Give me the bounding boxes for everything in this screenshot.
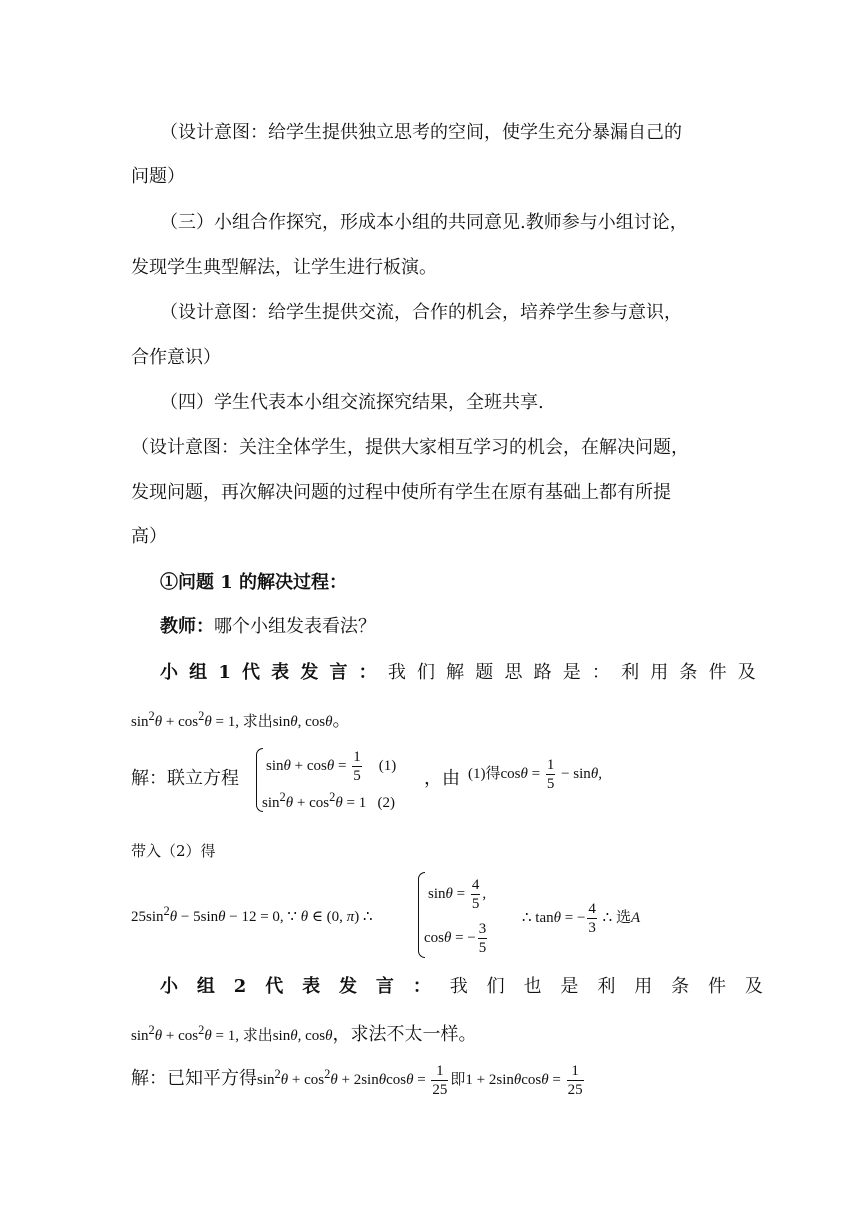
equation-quadratic: $25\sin^2\theta - 5\sin\theta - 12 = 0$, ∵ θ ∈ (0, π) ∴ [131, 904, 373, 925]
substitute-text: 带入（2）得 [131, 842, 216, 860]
teacher-line [160, 612, 376, 638]
paragraph-design-intent-1a: （设计意图：给学生提供独立思考的空间，使学生充分暴漏自己的 [160, 122, 682, 143]
equation-cos-value: cosθ = − $\frac{3}{5}$ [424, 921, 487, 956]
heading-problem-1: ①问题 1 的解决过程： [160, 572, 348, 593]
teacher-label: 教师： [160, 616, 214, 637]
group1-formula-tail: 。 [332, 710, 351, 731]
solution2-line [131, 1062, 586, 1099]
paragraph-design-intent-3c: 高） [131, 526, 167, 547]
paragraph-step-four: （四）学生代表本小组交流探究结果，全班共享. [160, 392, 544, 413]
group2-label: 小组2代表发言： [160, 976, 450, 997]
group2-formula: $\sin^2\theta + \cos^2\theta = 1$, 求出sinθ, cosθ [131, 1023, 333, 1044]
group1-line [160, 658, 767, 684]
equation-tan-result: ∴ tanθ = − $\frac{4}{3}$ ∴ 选A [522, 901, 641, 936]
group1-text: 我们解题思路是：利用条件及 [387, 662, 767, 683]
equation-cos-from-1: (1)得cosθ = $\frac{1}{5}$ − sinθ, [468, 757, 602, 792]
solution1-label: 解：联立方程 [131, 768, 239, 789]
equation-squared: $\sin^2\theta + \cos^2\theta + 2\sin\theta\cos\theta$ = $\frac{1}{25}$ 即1 + 2sinθcosθ = $\frac{1}{25}$ [257, 1063, 583, 1098]
paragraph-design-intent-2a: （设计意图：给学生提供交流，合作的机会，培养学生参与意识， [160, 302, 682, 323]
group2-text: 我们也是利用条件及 [449, 976, 782, 997]
solution2-label: 解：已知平方得 [131, 1067, 257, 1089]
solution1-from-text: ，由 [424, 768, 460, 789]
group1-formula: $\sin^2\theta + \cos^2\theta = 1$, 求出sinθ, cosθ [131, 709, 333, 730]
group2-line [160, 972, 782, 998]
group1-formula-line [131, 706, 350, 732]
paragraph-step-three-a: （三）小组合作探究，形成本小组的共同意见.教师参与小组讨论， [160, 212, 688, 233]
equation-sin-value: sinθ = $\frac{4}{5}$ , [428, 877, 487, 912]
group2-tail: ，求法不太一样。 [332, 1024, 477, 1045]
group2-formula-line [131, 1020, 476, 1046]
paragraph-design-intent-2b: 合作意识） [131, 347, 221, 368]
paragraph-design-intent-3b: 发现问题，再次解决问题的过程中使所有学生在原有基础上都有所提 [131, 482, 671, 503]
paragraph-design-intent-3a: （设计意图：关注全体学生，提供大家相互学习的机会，在解决问题， [131, 437, 689, 458]
equation-1: sinθ + cosθ = $\frac{1}{5}$ (1) [266, 749, 397, 784]
equation-2: $\sin^2\theta + \cos^2\theta = 1$ (2) [262, 790, 395, 811]
paragraph-design-intent-1b: 问题） [131, 166, 185, 187]
teacher-text: 哪个小组发表看法？ [214, 616, 376, 637]
group1-label: 小组1代表发言： [160, 662, 388, 683]
paragraph-step-three-b: 发现学生典型解法，让学生进行板演。 [131, 257, 437, 278]
